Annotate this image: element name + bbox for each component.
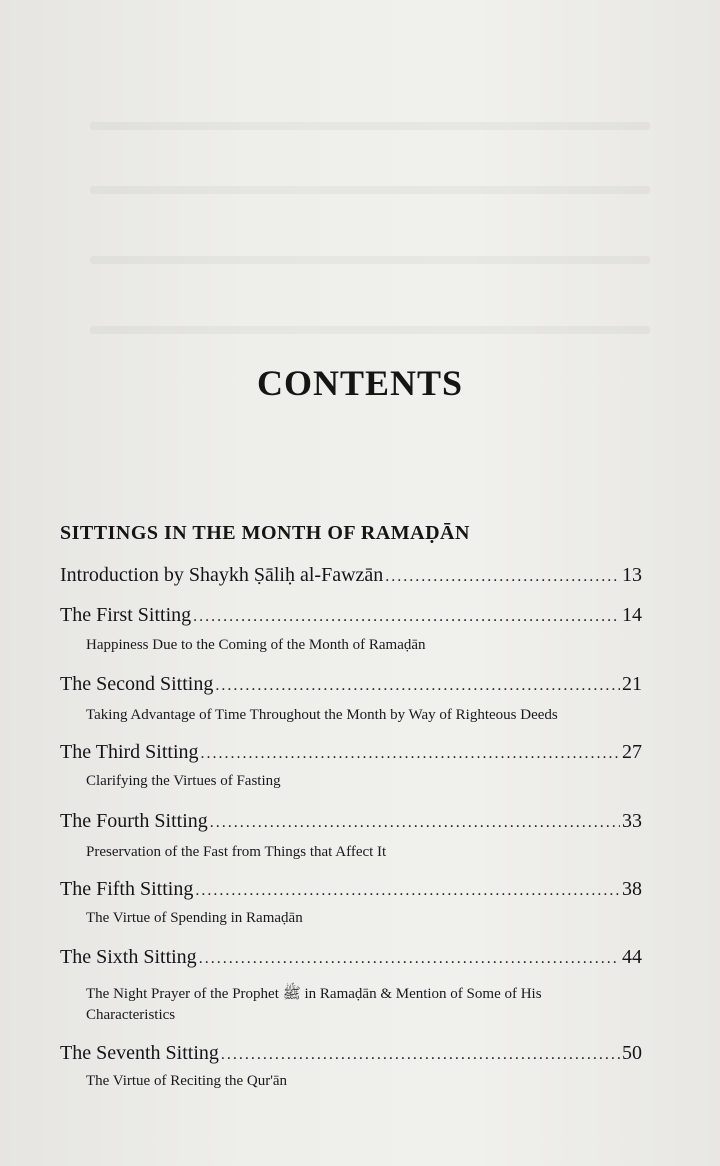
toc-entry-subtitle: Taking Advantage of Time Throughout the Month by Way of Righteous Deeds (86, 707, 558, 723)
show-through-text (90, 256, 650, 264)
toc-page-number: 14 (622, 604, 642, 626)
dot-leader (385, 568, 620, 586)
toc-page-number: 50 (622, 1042, 642, 1064)
toc-entry-title: The Seventh Sitting (60, 1042, 219, 1064)
toc-page-number: 27 (622, 741, 642, 763)
toc-entry-title: The Second Sitting (60, 673, 214, 695)
toc-page-number: 44 (622, 946, 642, 968)
toc-page-number: 21 (622, 673, 642, 695)
toc-entry-title: The Fourth Sitting (60, 810, 208, 832)
section-heading: SITTINGS IN THE MONTH OF RAMAḌĀN (60, 522, 470, 544)
show-through-text (90, 326, 650, 334)
dot-leader (193, 608, 620, 626)
toc-entry[interactable] (60, 946, 642, 969)
dot-leader (195, 882, 620, 900)
toc-entry[interactable] (60, 878, 642, 901)
dot-leader (210, 814, 620, 832)
dot-leader (221, 1046, 620, 1064)
toc-entry-subtitle: Happiness Due to the Coming of the Month of Ramaḍān (86, 637, 426, 653)
toc-entry[interactable] (60, 564, 642, 587)
toc-entry[interactable] (60, 1042, 642, 1065)
toc-entry[interactable] (60, 604, 642, 627)
toc-entry-subtitle: The Virtue of Spending in Ramaḍān (86, 910, 303, 926)
toc-page-number: 33 (622, 810, 642, 832)
toc-entry-title: Introduction by Shaykh Ṣāliḥ al-Fawzān (60, 564, 384, 586)
toc-entry[interactable] (60, 741, 642, 764)
toc-entry-subtitle: The Virtue of Reciting the Qur'ān (86, 1073, 288, 1089)
toc-entry[interactable] (60, 810, 642, 833)
toc-entry-title: The Fifth Sitting (60, 878, 194, 900)
toc-entry[interactable] (60, 673, 642, 696)
toc-entry-title: The Sixth Sitting (60, 946, 197, 968)
toc-entry-subtitle: Clarifying the Virtues of Fasting (86, 773, 281, 789)
toc-entry-title: The First Sitting (60, 604, 192, 626)
dot-leader (199, 950, 620, 968)
dot-leader (215, 677, 620, 695)
show-through-text (90, 186, 650, 194)
show-through-text (90, 122, 650, 130)
toc-page-number: 38 (622, 878, 642, 900)
toc-entry-title: The Third Sitting (60, 741, 199, 763)
toc-page-number: 13 (622, 564, 642, 586)
dot-leader (201, 745, 620, 763)
page-title: CONTENTS (256, 363, 464, 403)
toc-entry-subtitle: Preservation of the Fast from Things that Affect It (86, 844, 387, 860)
toc-entry-subtitle: The Night Prayer of the Prophet ﷺ in Ramaḍān & Mention of Some of His Characteristics (86, 986, 542, 1023)
